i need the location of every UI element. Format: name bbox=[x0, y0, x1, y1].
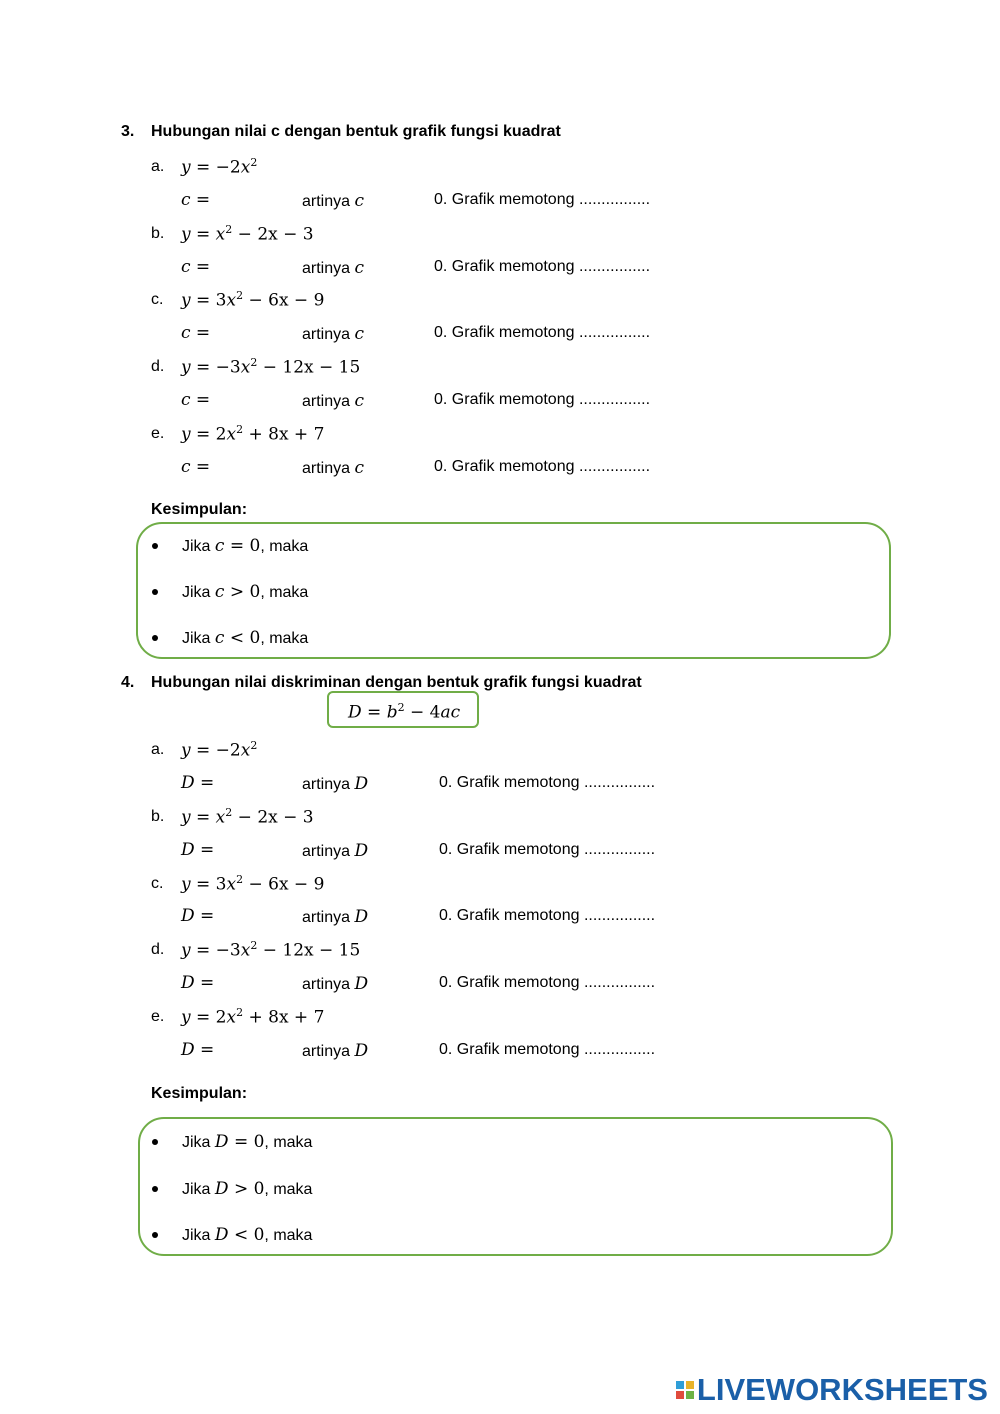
answer-var: D = bbox=[181, 773, 215, 793]
item-equation: $y = -3x^2 - 12x - 15$ bbox=[181, 939, 361, 961]
grafik-text: 0. Grafik memotong ................ bbox=[434, 391, 651, 408]
answer-var: c = bbox=[181, 190, 211, 210]
bullet-dot bbox=[152, 635, 158, 641]
logo-mark-icon bbox=[676, 1381, 694, 1399]
answer-var: D = bbox=[181, 973, 215, 993]
bullet-text: Jika D > 0, maka bbox=[182, 1179, 313, 1199]
item-equation: $y = 2x^2 + 8x + 7$ bbox=[181, 423, 325, 445]
item-letter: d. bbox=[151, 941, 165, 958]
item-letter: b. bbox=[151, 225, 165, 242]
item-equation: $y = x^2 - 2x - 3$ bbox=[181, 223, 314, 245]
artinya-label: artinya c bbox=[302, 458, 364, 478]
grafik-text: 0. Grafik memotong ................ bbox=[439, 774, 656, 791]
discriminant-formula: $D = b^2 - 4ac$ bbox=[348, 701, 461, 723]
grafik-text: 0. Grafik memotong ................ bbox=[439, 974, 656, 991]
section3-kesimpulan: Kesimpulan: bbox=[151, 501, 248, 518]
bullet-dot bbox=[152, 589, 158, 595]
item-equation: $y = -3x^2 - 12x - 15$ bbox=[181, 356, 361, 378]
artinya-label: artinya c bbox=[302, 324, 364, 344]
answer-var: c = bbox=[181, 457, 211, 477]
artinya-label: artinya D bbox=[302, 774, 369, 794]
section3-title: Hubungan nilai c dengan bentuk grafik fungsi kuadrat bbox=[151, 123, 561, 140]
bullet-dot bbox=[152, 1232, 158, 1238]
answer-var: c = bbox=[181, 323, 211, 343]
item-letter: e. bbox=[151, 425, 165, 442]
item-letter: e. bbox=[151, 1008, 165, 1025]
item-equation: $y = x^2 - 2x - 3$ bbox=[181, 806, 314, 828]
artinya-label: artinya D bbox=[302, 1041, 369, 1061]
answer-var: D = bbox=[181, 906, 215, 926]
bullet-dot bbox=[152, 1186, 158, 1192]
liveworksheets-logo[interactable] bbox=[676, 1372, 988, 1408]
grafik-text: 0. Grafik memotong ................ bbox=[439, 907, 656, 924]
artinya-label: artinya c bbox=[302, 258, 364, 278]
bullet-text: Jika c < 0, maka bbox=[182, 628, 309, 648]
grafik-text: 0. Grafik memotong ................ bbox=[434, 324, 651, 341]
item-letter: a. bbox=[151, 158, 165, 175]
item-letter: b. bbox=[151, 808, 165, 825]
grafik-text: 0. Grafik memotong ................ bbox=[434, 191, 651, 208]
answer-var: D = bbox=[181, 1040, 215, 1060]
bullet-text: Jika c > 0, maka bbox=[182, 582, 309, 602]
item-letter: a. bbox=[151, 741, 165, 758]
artinya-label: artinya D bbox=[302, 841, 369, 861]
item-letter: d. bbox=[151, 358, 165, 375]
section4-title: Hubungan nilai diskriminan dengan bentuk grafik fungsi kuadrat bbox=[151, 674, 642, 691]
answer-var: c = bbox=[181, 390, 211, 410]
logo-text: LIVEWORKSHEETS bbox=[696, 1372, 988, 1407]
section4-kesimpulan: Kesimpulan: bbox=[151, 1085, 248, 1102]
section4-number: 4. bbox=[121, 674, 135, 691]
grafik-text: 0. Grafik memotong ................ bbox=[434, 458, 651, 475]
answer-var: c = bbox=[181, 257, 211, 277]
bullet-text: Jika D < 0, maka bbox=[182, 1225, 313, 1245]
item-equation: $y = -2x^2$ bbox=[181, 739, 258, 761]
artinya-label: artinya D bbox=[302, 907, 369, 927]
section3-number: 3. bbox=[121, 123, 135, 140]
answer-var: D = bbox=[181, 840, 215, 860]
grafik-text: 0. Grafik memotong ................ bbox=[439, 1041, 656, 1058]
bullet-dot bbox=[152, 543, 158, 549]
grafik-text: 0. Grafik memotong ................ bbox=[439, 841, 656, 858]
bullet-text: Jika c = 0, maka bbox=[182, 536, 309, 556]
artinya-label: artinya D bbox=[302, 974, 369, 994]
bullet-text: Jika D = 0, maka bbox=[182, 1132, 313, 1152]
bullet-dot bbox=[152, 1139, 158, 1145]
item-equation: $y = 3x^2 - 6x - 9$ bbox=[181, 873, 325, 895]
item-equation: $y = -2x^2$ bbox=[181, 156, 258, 178]
item-equation: $y = 2x^2 + 8x + 7$ bbox=[181, 1006, 325, 1028]
item-letter: c. bbox=[151, 291, 164, 308]
item-letter: c. bbox=[151, 875, 164, 892]
grafik-text: 0. Grafik memotong ................ bbox=[434, 258, 651, 275]
item-equation: $y = 3x^2 - 6x - 9$ bbox=[181, 289, 325, 311]
artinya-label: artinya c bbox=[302, 391, 364, 411]
artinya-label: artinya c bbox=[302, 191, 364, 211]
